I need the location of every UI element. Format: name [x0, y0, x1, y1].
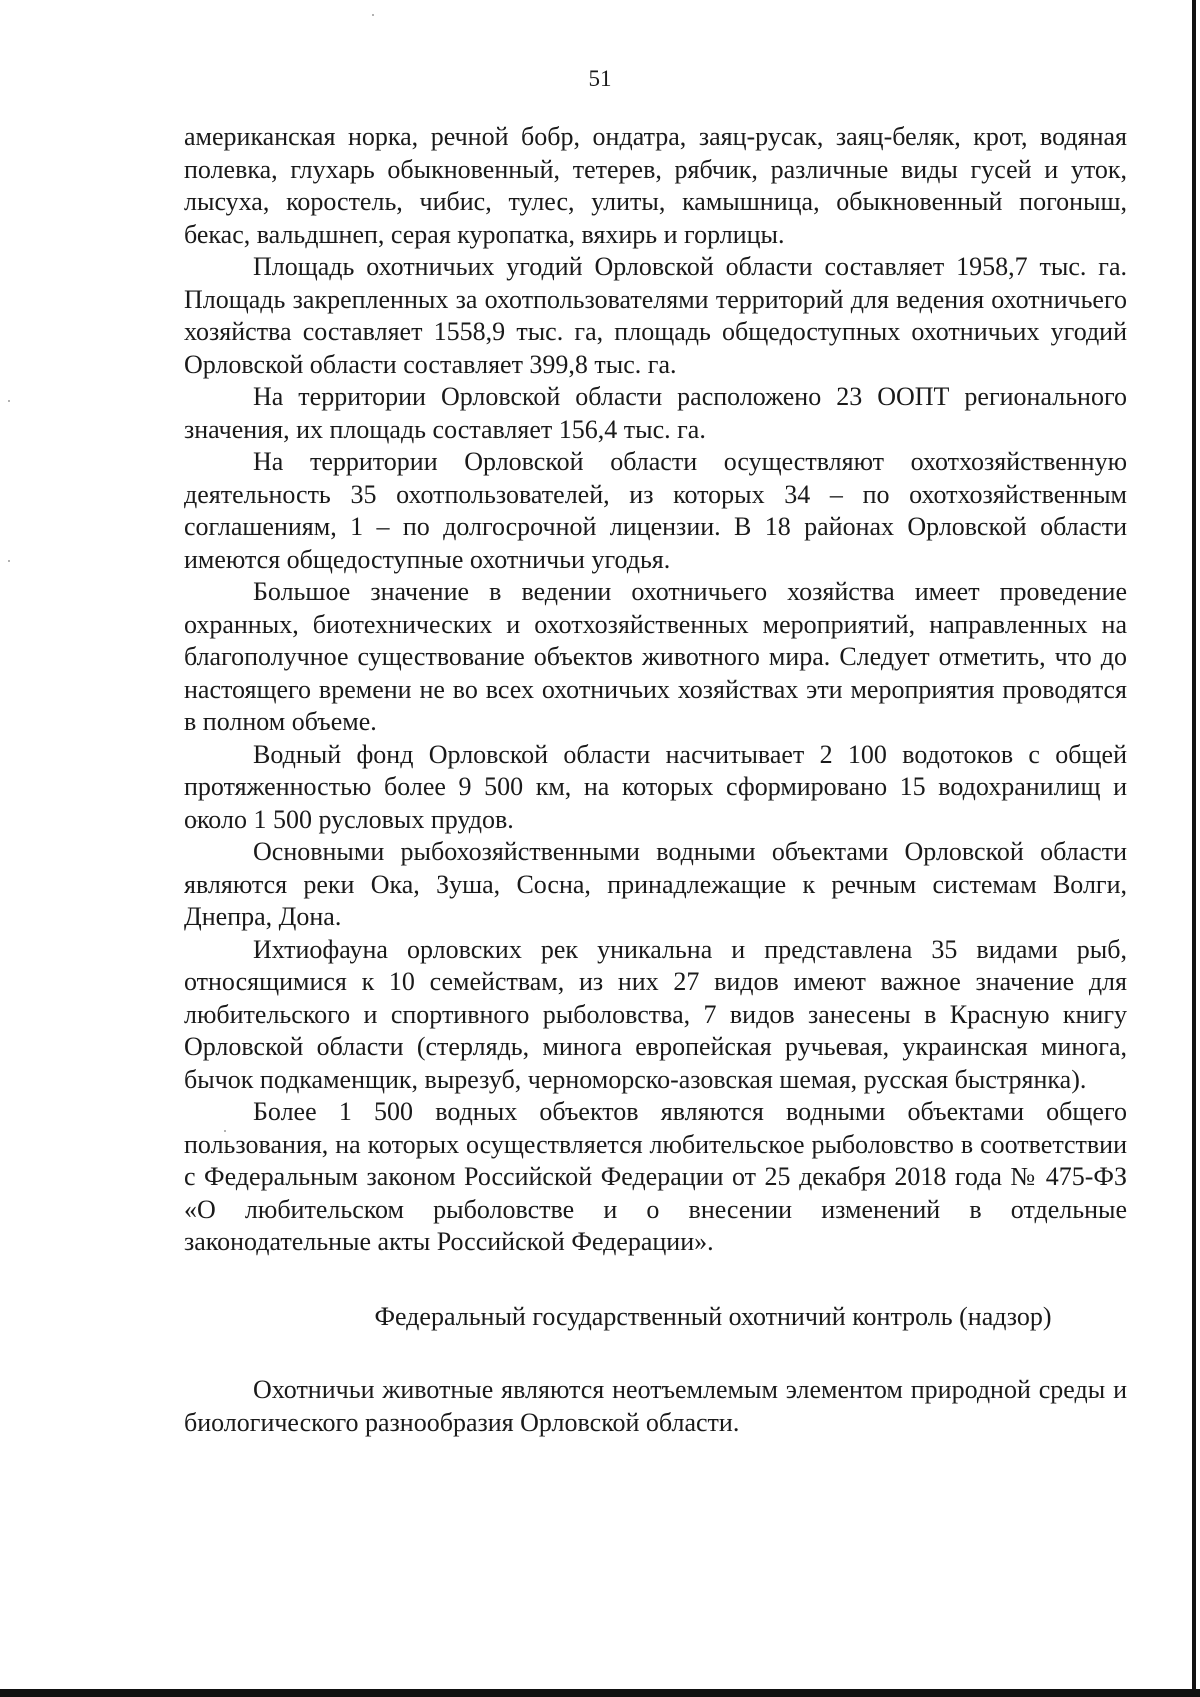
body-paragraph: Большое значение в ведении охотничьего хозяйства имеет проведение охранных, биотехнических и охотхозяйственных мероприятий, направленных на благополучное существование объектов животного мира. Следует отметить, что до настоящего времени не во всех охотничьих хозяйствах эти мероприятия проводятся в полном объеме. — [184, 577, 1127, 736]
page-number: 51 — [588, 66, 612, 91]
body-paragraph: Ихтиофауна орловских рек уникальна и представлена 35 видами рыб, относящимися к 10 семействам, из них 27 видов имеют важное значение для любительского и спортивного рыболовства, 7 видов занесены в Красную книгу Орловской области (стерлядь, минога европейская ручьевая, украинская минога, бычок подкаменщик, вырезуб, черноморско-азовская шемая, русская быстрянка). — [184, 934, 1127, 1094]
body-paragraph: На территории Орловской области осуществляют охотхозяйственную деятельность 35 охотпользователей, из которых 34 – по охотхозяйственным соглашениям, 1 – по долгосрочной лицензии. В 18 районах Орловской области имеются общедоступные охотничьи угодья. — [184, 447, 1127, 574]
section-heading: Федеральный государственный охотничий контроль (надзор) — [374, 1301, 1052, 1331]
body-paragraph: американская норка, речной бобр, ондатра, заяц-русак, заяц-беляк, крот, водяная полевка, глухарь обыкновенный, тетерев, рябчик, различные виды гусей и уток, лысуха, коростель, чибис, тулес, улиты, камышница, обыкновенный погоныш, бекас, вальдшнеп, серая куропатка, вяхирь и горлицы. — [184, 122, 1127, 249]
body-paragraph: Более 1 500 водных объектов являются водными объектами общего пользования, на которых осуществляется любительское рыболовство в соответствии с Федеральным законом Российской Федерации от 25 декабря 2018 года № 475-ФЗ «О любительском рыболовстве и о внесении изменений в отдельные законодательные акты Российской Федерации». — [184, 1097, 1127, 1256]
document-body — [184, 121, 1127, 1439]
body-paragraph: Водный фонд Орловской области насчитывает 2 100 водотоков с общей протяженностью более 9 500 км, на которых сформировано 15 водохранилищ и около 1 500 русловых прудов. — [184, 739, 1127, 834]
body-paragraph: Площадь охотничьих угодий Орловской области составляет 1958,7 тыс. га. Площадь закрепленных за охотпользователями территорий для ведения охотничьего хозяйства составляет 1558,9 тыс. га, площадь общедоступных охотничьих угодий Орловской области составляет 399,8 тыс. га. — [184, 252, 1127, 379]
scan-speck — [8, 560, 10, 562]
scan-speck — [8, 400, 10, 402]
body-paragraph: На территории Орловской области расположено 23 ООПТ регионального значения, их площадь составляет 156,4 тыс. га. — [184, 382, 1127, 444]
body-paragraph: Основными рыбохозяйственными водными объектами Орловской области являются реки Ока, Зуша, Сосна, принадлежащие к речным системам Волги, Днепра, Дона. — [184, 837, 1127, 931]
scan-speck — [372, 14, 374, 16]
closing-paragraph: Охотничьи животные являются неотъемлемым элементом природной среды и биологического разнообразия Орловской области. — [184, 1375, 1127, 1437]
scan-border-right — [1192, 0, 1196, 1697]
scan-border-bottom — [0, 1689, 1200, 1697]
